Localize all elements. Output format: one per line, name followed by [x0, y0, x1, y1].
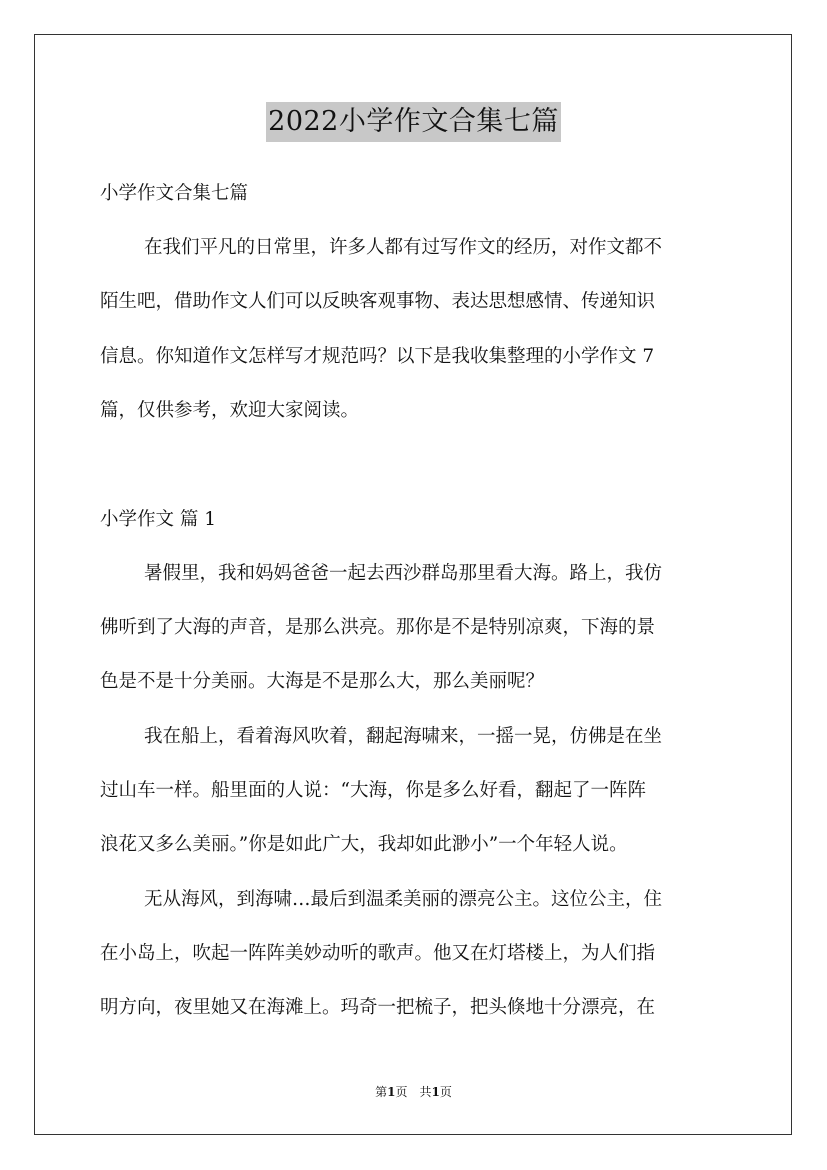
para3-line-2: 在小岛上，吹起一阵阵美妙动听的歌声。他又在灯塔楼上，为人们指: [100, 943, 656, 964]
intro-line-3: 信息。你知道作文怎样写才规范吗？以下是我收集整理的小学作文 7: [100, 346, 655, 367]
para1-line-2: 佛听到了大海的声音，是那么洪亮。那你是不是特别凉爽，下海的景: [100, 617, 656, 638]
document-title: 2022小学作文合集七篇: [266, 102, 561, 142]
section-heading: 小学作文 篇 1: [100, 509, 217, 530]
footer-mid: 页 共: [395, 1085, 432, 1099]
intro-line-2: 陌生吧，借助作文人们可以反映客观事物、表达思想感情、传递知识: [100, 291, 656, 312]
para2-line-3: 浪花又多么美丽。”你是如此广大，我却如此渺小”一个年轻人说。: [100, 834, 628, 855]
para2-line-1: 我在船上，看着海风吹着，翻起海啸来，一摇一晃，仿佛是在坐: [144, 726, 663, 747]
para1-line-3: 色是不是十分美丽。大海是不是那么大，那么美丽呢？: [100, 671, 545, 692]
para1-line-1: 暑假里，我和妈妈爸爸一起去西沙群岛那里看大海。路上，我仿: [144, 563, 663, 584]
intro-line-4: 篇，仅供参考，欢迎大家阅读。: [100, 400, 360, 421]
footer-total-pages: 1: [431, 1085, 440, 1099]
document-subtitle: 小学作文合集七篇: [100, 183, 249, 204]
footer-suffix: 页: [439, 1085, 452, 1099]
footer-current-page: 1: [387, 1085, 396, 1099]
para2-line-2: 过山车一样。船里面的人说：“大海，你是多么好看，翻起了一阵阵: [100, 780, 646, 801]
para3-line-3: 明方向，夜里她又在海滩上。玛奇一把梳子，把头倏地十分漂亮，在: [100, 997, 656, 1018]
intro-line-1: 在我们平凡的日常里，许多人都有过写作文的经历，对作文都不: [144, 237, 663, 258]
footer-prefix: 第: [375, 1085, 388, 1099]
page-footer: [0, 1084, 827, 1100]
para3-line-1: 无从海风，到海啸…最后到温柔美丽的漂亮公主。这位公主，住: [144, 889, 663, 910]
title-container: [0, 102, 827, 142]
